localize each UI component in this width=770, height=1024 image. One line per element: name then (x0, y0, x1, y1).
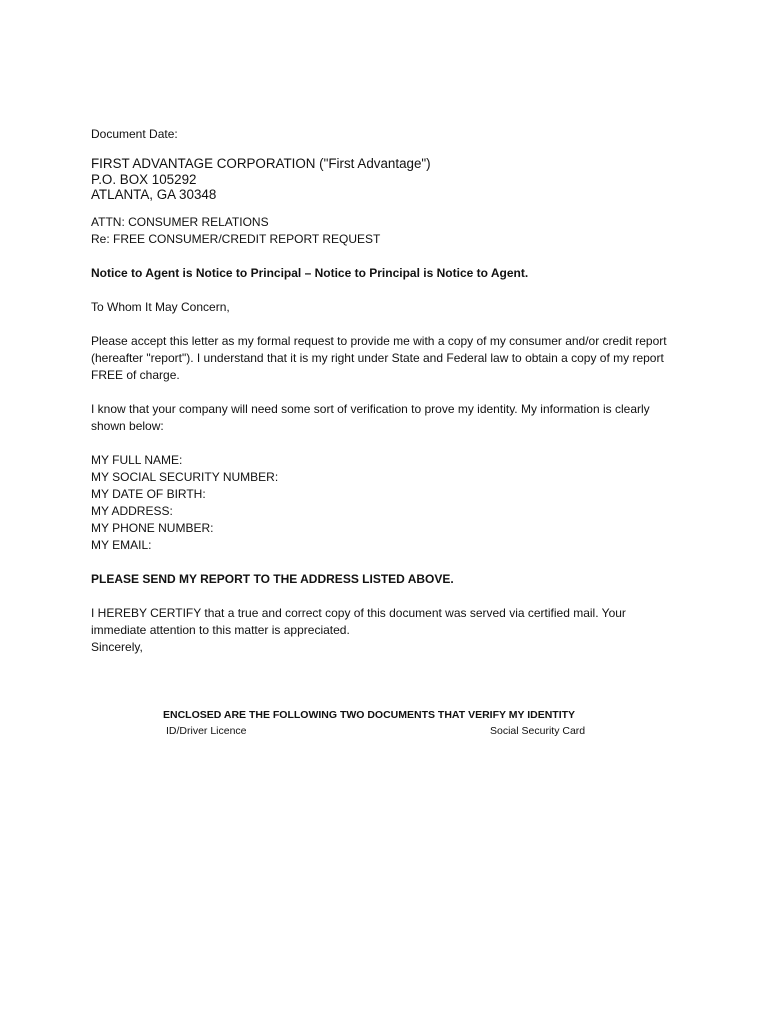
recipient-name: FIRST ADVANTAGE CORPORATION ("First Advantage") (91, 156, 431, 171)
verification-line: I know that your company will need some sort of verification to prove my identity. My information is clearly (91, 401, 650, 416)
recipient-city-state-zip: ATLANTA, GA 30348 (91, 187, 217, 202)
letter-body (91, 126, 701, 656)
enclosed-item-id-licence: ID/Driver Licence (166, 725, 247, 737)
enclosed-documents (163, 707, 623, 739)
send-instruction (91, 571, 701, 588)
attn-line: ATTN: CONSUMER RELATIONS (91, 214, 269, 229)
salutation-text: To Whom It May Concern, (91, 299, 230, 314)
address-field-label: MY ADDRESS: (91, 503, 173, 518)
request-paragraph (91, 333, 701, 384)
document-date (91, 126, 701, 143)
enclosed-title: ENCLOSED ARE THE FOLLOWING TWO DOCUMENTS THAT VERIFY MY IDENTITY (163, 709, 576, 721)
request-line: FREE of charge. (91, 367, 180, 382)
enclosed-items (163, 723, 623, 739)
certify-line: I HEREBY CERTIFY that a true and correct copy of this document was served via certified mail. Your (91, 605, 626, 620)
salutation (91, 299, 701, 316)
full-name-field-label: MY FULL NAME: (91, 452, 183, 467)
notice-text: Notice to Agent is Notice to Principal – Notice to Principal is Notice to Agent. (91, 265, 529, 280)
recipient-address (91, 156, 701, 203)
subject-line: Re: FREE CONSUMER/CREDIT REPORT REQUEST (91, 231, 381, 246)
verification-line: shown below: (91, 418, 164, 433)
send-instruction-text: PLEASE SEND MY REPORT TO THE ADDRESS LISTED ABOVE. (91, 571, 454, 586)
request-line: Please accept this letter as my formal request to provide me with a copy of my consumer and/or credit report (91, 333, 667, 348)
document-date-label: Document Date: (91, 127, 178, 141)
certification-paragraph (91, 605, 701, 656)
ssn-field-label: MY SOCIAL SECURITY NUMBER: (91, 469, 279, 484)
recipient-po-box: P.O. BOX 105292 (91, 171, 197, 187)
certify-line: immediate attention to this matter is appreciated. (91, 622, 350, 637)
enclosed-item-ssn-card: Social Security Card (490, 725, 586, 737)
email-field-label: MY EMAIL: (91, 537, 152, 552)
personal-info-fields (91, 452, 701, 554)
closing-text: Sincerely, (91, 639, 143, 654)
request-line: (hereafter "report"). I understand that it is my right under State and Federal law to obtain a copy of my report (91, 350, 664, 365)
date-of-birth-field-label: MY DATE OF BIRTH: (91, 486, 206, 501)
phone-field-label: MY PHONE NUMBER: (91, 520, 214, 535)
attention-block (91, 214, 701, 248)
verification-paragraph (91, 401, 701, 435)
notice-statement (91, 265, 701, 282)
